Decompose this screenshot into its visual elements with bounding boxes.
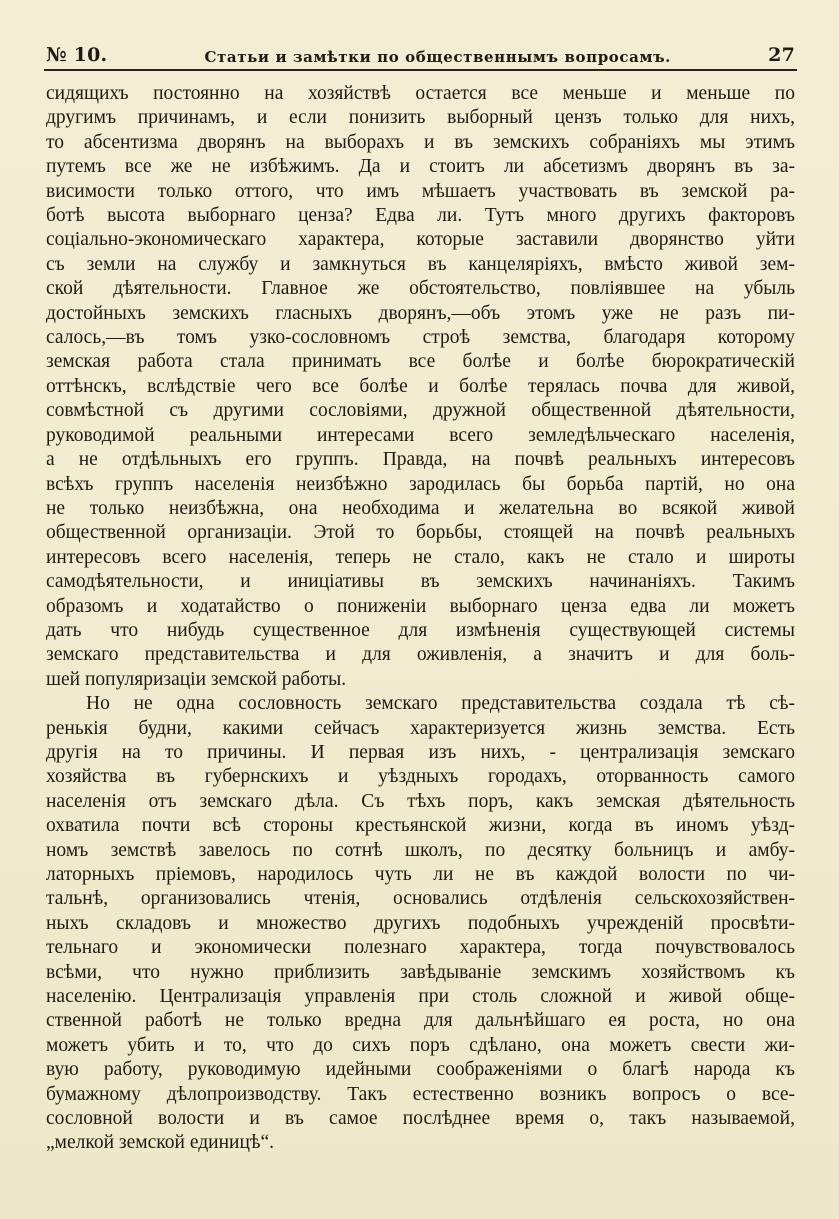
text-line: всѣми, что нужно приблизить завѣдываніе земскимъ хозяйствомъ къ: [46, 961, 795, 983]
paragraph: [46, 82, 795, 692]
text-line: ренькія будни, какими сейчасъ характеризуется жизнь земства. Есть: [46, 717, 795, 739]
text-line: можетъ убить и то, что до сихъ поръ сдѣлано, она можетъ свести жи-: [46, 1034, 795, 1056]
header-rule: [44, 69, 797, 71]
text-line: образомъ и ходатайство о пониженіи выборнаго ценза едва ли можетъ: [46, 595, 795, 617]
text-line: земская работа стала принимать все болѣе и болѣе бюрократическій: [46, 351, 795, 373]
text-line: вую работу, руководимую идейными соображеніями о благѣ народа къ: [46, 1059, 795, 1081]
text-line: хозяйства въ губернскихъ и уѣздныхъ городахъ, оторванность самого: [46, 766, 795, 788]
text-line: соціально-экономическаго характера, которые заставили дворянство уйти: [46, 229, 795, 251]
issue-number: № 10.: [46, 44, 108, 66]
text-line: интересовъ всего населенія, теперь не стало, какъ не стало и широты: [46, 546, 795, 568]
text-line: салось,—въ томъ узко-сословномъ строѣ земства, благодаря которому: [46, 327, 795, 349]
text-line: не только неизбѣжна, она необходима и желательна во всякой живой: [46, 497, 795, 519]
text-line: населенія отъ земскаго дѣла. Съ тѣхъ поръ, какъ земская дѣятельность: [46, 790, 795, 812]
text-line: сословной волости и въ самое послѣднее время о, такъ называемой,: [46, 1108, 795, 1130]
text-line: руководимой реальными интересами всего земледѣльческаго населенія,: [46, 424, 795, 446]
text-line: общественной организаціи. Этой то борьбы, стоящей на почвѣ реальныхъ: [46, 522, 795, 544]
text-line: номъ земствѣ завелось по сотнѣ школъ, по десятку больницъ и амбу-: [46, 839, 795, 861]
text-line: висимости только оттого, что имъ мѣшаетъ участвовать въ земской ра-: [46, 180, 795, 202]
text-line: всѣхъ группъ населенія неизбѣжно зародилась бы борьба партій, но она: [46, 473, 795, 495]
text-line: совмѣстной съ другими сословіями, дружной общественной дѣятельности,: [46, 400, 795, 422]
text-line: охватила почти всѣ стороны крестьянской жизни, когда въ иномъ уѣзд-: [46, 815, 795, 837]
text-line: земскаго представительства и для оживленія, а значитъ и для боль-: [46, 644, 795, 666]
text-line: самодѣятельности, и иниціативы въ земскихъ начинаніяхъ. Такимъ: [46, 571, 795, 593]
text-line: ской дѣятельности. Главное же обстоятельство, повліявшее на убыль: [46, 278, 795, 300]
text-line: латорныхъ пріемовъ, народилось чуть ли не въ каждой волости по чи-: [46, 864, 795, 885]
text-line: другія на то причины. И первая изъ нихъ, - централизація земскаго: [46, 741, 795, 763]
text-line: тельнаго и экономически полезнаго характера, тогда почувствовалось: [46, 937, 795, 959]
text-line: съ земли на службу и замкнуться въ канцеляріяхъ, вмѣсто живой зем-: [46, 253, 795, 275]
paragraph: [46, 692, 795, 1156]
text-line: другимъ причинамъ, и если понизить выборный цензъ только для нихъ,: [46, 107, 795, 129]
text-line: дать что нибудь существенное для измѣненія существующей системы: [46, 619, 795, 641]
text-line: „мелкой земской единицѣ“.: [46, 1132, 275, 1154]
text-line: тальнѣ, организовались чтенія, основались отдѣленія сельскохозяйствен-: [46, 888, 795, 910]
text-line: оттѣнскъ, вслѣдствіе чего все болѣе и болѣе терялась почва для живой,: [46, 375, 795, 397]
text-line: ственной работѣ не только вредна для дальнѣйшаго ея роста, но она: [46, 1010, 795, 1032]
text-line: достойныхъ земскихъ гласныхъ дворянъ,—объ этомъ уже не разъ пи-: [46, 302, 795, 324]
text-line: ныхъ складовъ и множество другихъ подобныхъ учрежденій просвѣти-: [46, 912, 795, 934]
page-number: 27: [768, 44, 795, 66]
text-line: ботѣ высота выборнаго ценза? Едва ли. Тутъ много другихъ факторовъ: [46, 205, 795, 227]
text-line: путемъ все же не избѣжимъ. Да и стоитъ ли абсетизмъ дворянъ въ за-: [46, 156, 795, 178]
text-line: бумажному дѣлопроизводству. Такъ естественно возникъ вопросъ о все-: [46, 1083, 795, 1105]
text-line: а не отдѣльныхъ его группъ. Правда, на почвѣ реальныхъ интересовъ: [46, 449, 795, 471]
running-header: [46, 26, 795, 66]
text-line: населенію. Централизація управленія при столь сложной и живой обще-: [46, 986, 795, 1008]
text-line: Но не одна сословность земскаго представительства создала тѣ сѣ-: [86, 693, 795, 715]
article-body: [46, 82, 795, 1156]
text-line: шей популяризаціи земской работы.: [46, 668, 347, 690]
section-title: Статьи и замѣтки по общественнымъ вопросамъ.: [204, 48, 671, 66]
text-line: то абсентизма дворянъ на выборахъ и въ земскихъ собраніяхъ мы этимъ: [46, 131, 795, 153]
text-line: сидящихъ постоянно на хозяйствѣ остается все меньше и меньше по: [46, 83, 795, 104]
